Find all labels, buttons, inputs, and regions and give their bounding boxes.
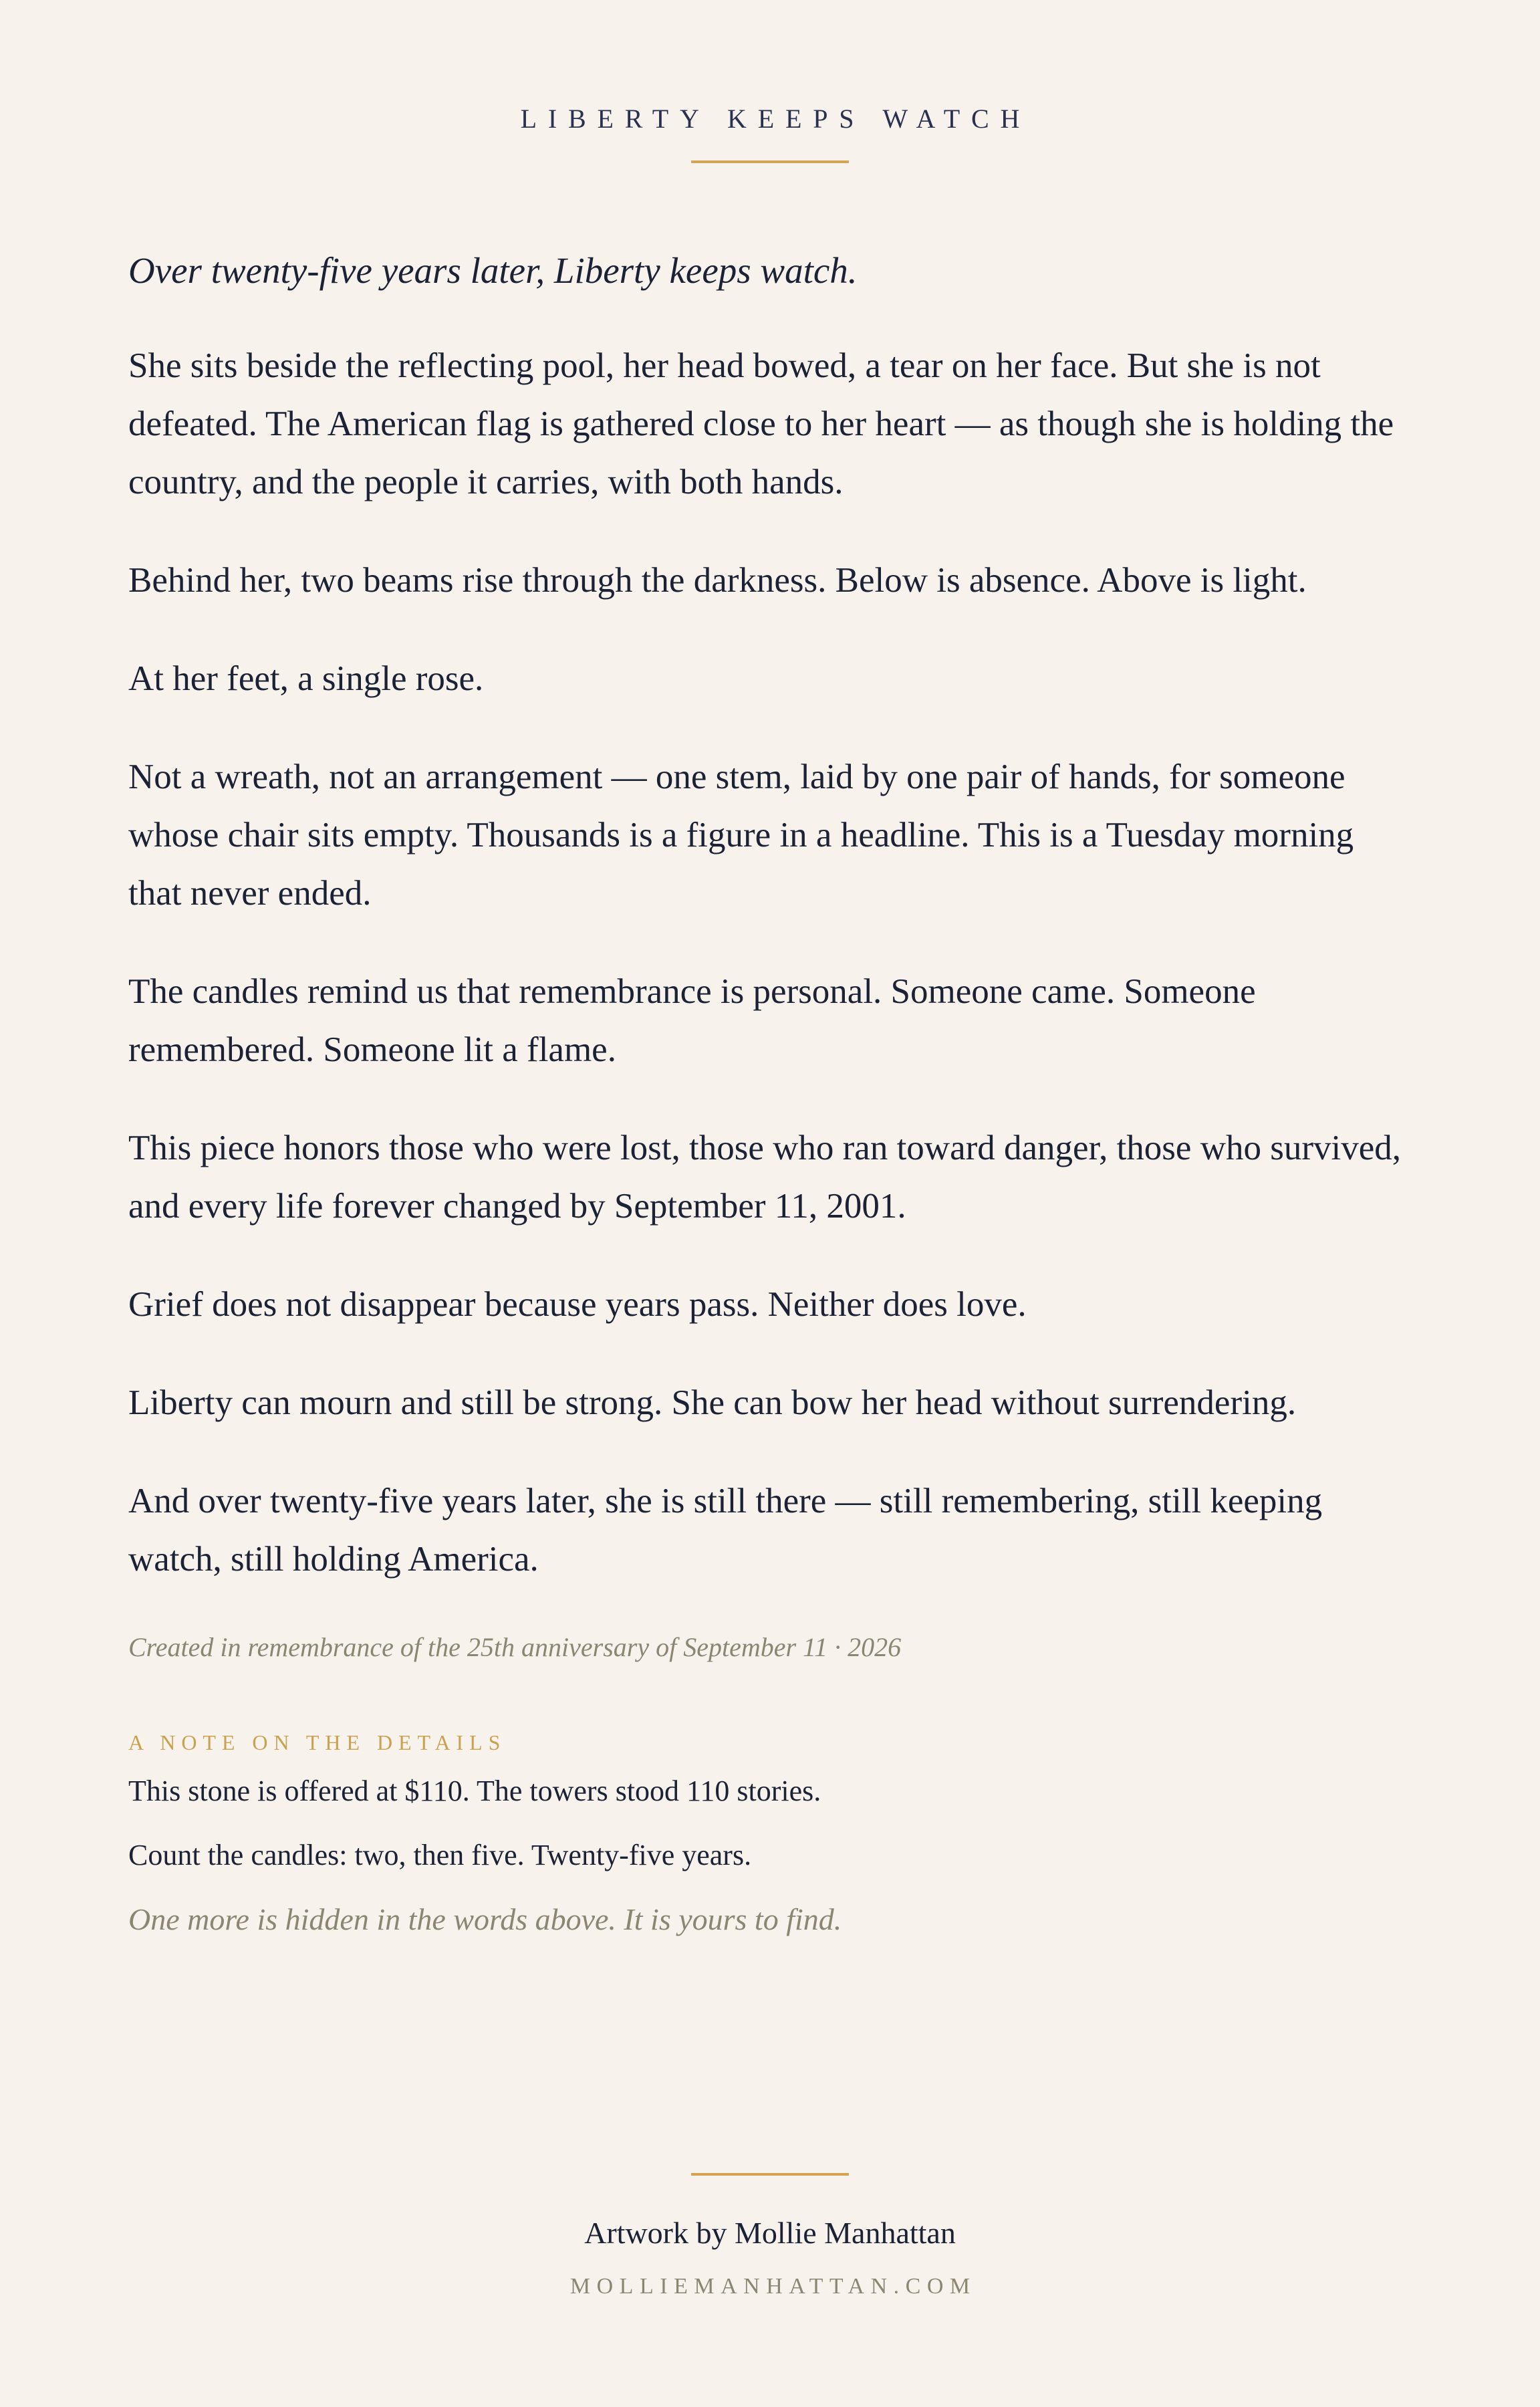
paragraph: Liberty can mourn and still be strong. She can bow her head without surrendering. bbox=[128, 1383, 1297, 1422]
header bbox=[128, 0, 1412, 163]
note-line: This stone is offered at $110. The towers stood 110 stories. bbox=[128, 1774, 821, 1807]
note-line: Count the candles: two, then five. Twenty-five years. bbox=[128, 1839, 752, 1871]
paragraph: And over twenty-five years later, she is still there — still remembering, still keeping watch, still holding America. bbox=[128, 1482, 1323, 1579]
paragraph: Grief does not disappear because years pass. Neither does love. bbox=[128, 1285, 1027, 1324]
footer-divider bbox=[691, 2173, 849, 2176]
website-link[interactable]: MOLLIEMANHATTAN.COM bbox=[569, 2274, 977, 2299]
paragraph: Behind her, two beams rise through the darkness. Below is absence. Above is light. bbox=[128, 561, 1307, 600]
note-heading: A NOTE ON THE DETAILS bbox=[128, 1730, 507, 1754]
details-note bbox=[128, 1729, 1412, 1942]
paragraph: Not a wreath, not an arrangement — one stem, laid by one pair of hands, for someone whose chair sits empty. Thousands is a figure in a headline. This is a Tuesday morning that never ended. bbox=[128, 758, 1354, 913]
article-body bbox=[128, 242, 1412, 1666]
page bbox=[128, 0, 1412, 2299]
title-divider bbox=[691, 160, 849, 163]
lead-sentence: Over twenty-five years later, Liberty keeps watch. bbox=[128, 250, 858, 291]
artist-credit: Artwork by Mollie Manhattan bbox=[584, 2216, 956, 2250]
paragraph: The candles remind us that remembrance is personal. Someone came. Someone remembered. Someone lit a flame. bbox=[128, 972, 1256, 1069]
paragraph: This piece honors those who were lost, those who ran toward danger, those who survived, and every life forever changed by September 11, 2001. bbox=[128, 1129, 1401, 1226]
page-title: LIBERTY KEEPS WATCH bbox=[520, 104, 1031, 134]
note-hidden-hint: One more is hidden in the words above. It is yours to find. bbox=[128, 1902, 842, 1936]
dedication-line: Created in remembrance of the 25th anniversary of September 11 · 2026 bbox=[128, 1632, 902, 1662]
footer bbox=[128, 2173, 1412, 2301]
paragraph: At her feet, a single rose. bbox=[128, 659, 484, 698]
paragraph: She sits beside the reflecting pool, her head bowed, a tear on her face. But she is not defeated. The American flag is gathered close to her heart — as though she is holding the country, and the people it carries, with both hands. bbox=[128, 346, 1394, 501]
